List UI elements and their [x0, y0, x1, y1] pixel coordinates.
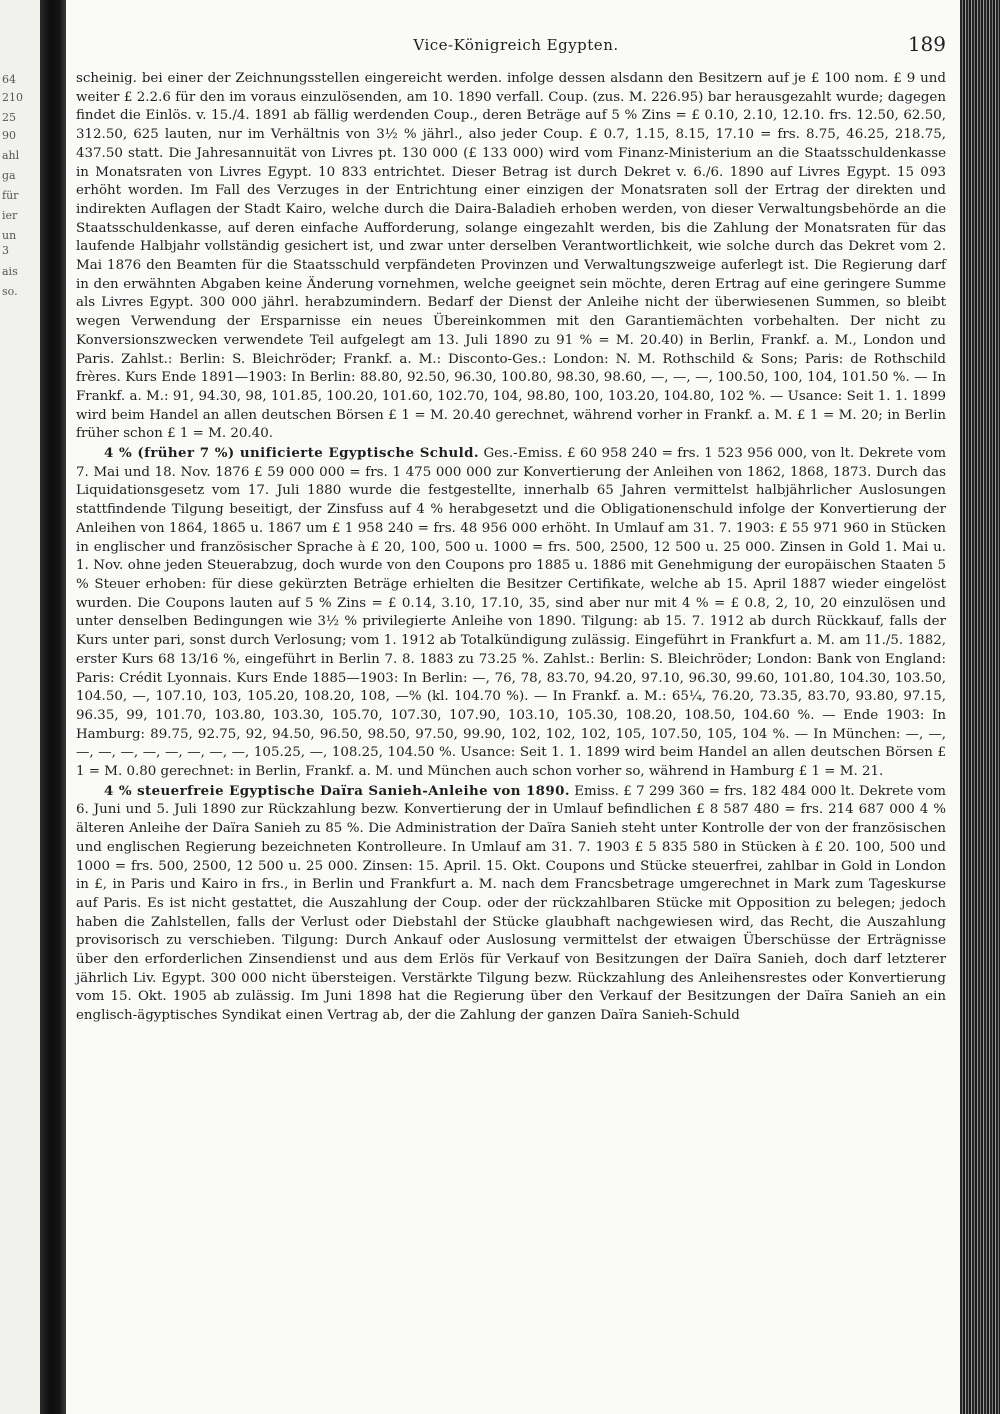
margin-fragment: ier	[2, 210, 18, 222]
margin-fragment: ahl	[2, 150, 20, 162]
margin-fragment: 64	[2, 74, 16, 86]
paragraph-intro	[76, 70, 946, 444]
body-text	[76, 70, 956, 1026]
margin-fragment: un	[2, 230, 17, 242]
book-gutter	[40, 0, 66, 1414]
section-heading: 4 % (früher 7 %) unificierte Egyptische Schuld.	[104, 445, 479, 462]
margin-fragment: 210	[2, 92, 23, 104]
paragraph-unified-debt	[76, 444, 946, 782]
paragraph-text: Emiss. £ 7 299 360 = frs. 182 484 000 lt. Dekrete vom 6. Juni und 5. Juli 1890 zur Rückzahlung bezw. Konvertierung der in Umlauf befindlichen £ 8 587 480 = frs. 214 687 000 4 % älteren Anleihe der Daïra Sanieh zu 85 %. Die Administration der Daïra Sanieh steht unter Kontrolle der von der französischen und englischen Regierung bezeichneten Kontrolleure. In Umlauf am 31. 7. 1903 £ 5 835 580 in Stücken à £ 20. 100, 500 und 1000 = frs. 500, 2500, 12 500 u. 25 000. Zinsen: 15. April. 15. Okt. Coupons und Stücke steuerfrei, zahlbar in Gold in London in £, in Paris und Kairo in frs., in Berlin und Frankfurt a. M. nach dem Francsbetrage umgerechnet in Mark zum Tageskurse auf Paris. Es ist nicht gestattet, die Auszahlung der Coup. oder der rückzahlbaren Stücke mit Opposition zu belegen; jedoch haben die Zahlstellen, falls der Verlust oder Diebstahl der Stücke glaubhaft nachgewiesen wird, das Recht, die Auszahlung provisorisch zu verschieben. Tilgung: Durch Ankauf oder Auslosung vermittelst der etwaigen Überschüsse der Erträgnisse über den erforderlichen Zinsendienst und aus dem Erlös für Verkauf von Besitzungen der Daïra Sanieh, doch darf letzterer jährlich Liv. Egypt. 300 000 nicht übersteigen. Verstärkte Tilgung bezw. Rückzahlung des Anleihensrestes oder Konvertierung vom 15. Okt. 1905 ab zulässig. Im Juni 1898 hat die Regierung über den Verkauf der Besitzungen der Daïra Sanieh an ein englisch-ägyptisches Syndikat einen Vertrag ab, der die Zahlung der ganzen Daïra Sanieh-Schuld	[76, 783, 946, 1024]
paragraph-text: Ges.-Emiss. £ 60 958 240 = frs. 1 523 956 000, von lt. Dekrete vom 7. Mai und 18. Nov. 1876 £ 59 000 000 = frs. 1 475 000 000 zur Konvertierung der Anleihen von 1862, 1868, 1873. Durch das Liquidationsgesetz vom 17. Juli 1880 wurde die festgestellte, innerhalb 65 Jahren vermittelst halbjährlicher Auslosungen stattfindende Tilgung beseitigt, der Zinsfuss auf 4 % herabgesetzt und die Obligationenschuld infolge der Konvertierung der Anleihen von 1864, 1865 u. 1867 um £ 1 958 240 = frs. 48 956 000 erhöht. In Umlauf am 31. 7. 1903: £ 55 971 960 in Stücken in englischer und französischer Sprache à £ 20, 100, 500 u. 1000 = frs. 500, 2500, 12 500 u. 25 000. Zinsen in Gold 1. Mai u. 1. Nov. ohne jeden Steuerabzug, doch wurde von den Coupons pro 1885 u. 1886 mit Genehmigung der europäischen Staaten 5 % Steuer erhoben: für diese gekürzten Beträge erhielten die Besitzer Certifikate, welche ab 15. April 1887 wieder eingelöst wurden. Die Coupons lauten auf 5 % Zins = £ 0.14, 3.10, 17.10, 35, sind aber nur mit 4 % = £ 0.8, 2, 10, 20 einzulösen und unter denselben Bedingungen wie 3½ % privilegierte Anleihe von 1890. Tilgung: ab 15. 7. 1912 ab durch Rückkauf, falls der Kurs unter pari, sonst durch Verlosung; vom 1. 1912 ab Totalkündigung zulässig. Eingeführt in Frankfurt a. M. am 11./5. 1882, erster Kurs 68 13/16 %, eingeführt in Berlin 7. 8. 1883 zu 73.25 %. Zahlst.: Berlin: S. Bleichröder; London: Bank von England: Paris: Crédit Lyonnais. Kurs Ende 1885—1903: In Berlin: —, 76, 78, 83.70, 94.20, 97.10, 96.30, 99.60, 101.80, 104.30, 103.50, 104.50, —, 107.10, 103, 105.20, 108.20, 108, —% (kl. 104.70 %). — In Frankf. a. M.: 65¼, 76.20, 73.35, 83.70, 93.80, 97.15, 96.35, 99, 101.70, 103.80, 103.30, 105.70, 107.30, 107.90, 103.10, 105.30, 108.20, 108.50, 104.60 %. — Ende 1903: In Hamburg: 89.75, 92.75, 92, 94.50, 96.50, 98.50, 97.50, 99.90, 102, 102, 102, 105, 107.50, 105, 104 %. — In München: —, —, —, —, —, —, —, —, —, —, 105.25, —, 108.25, 104.50 %. Usance: Seit 1. 1. 1899 wird beim Handel an allen deutschen Börsen £ 1 = M. 0.80 gerechnet: in Berlin, Frankf. a. M. und München auch schon vorher so, während in Hamburg £ 1 = M. 21.	[76, 446, 947, 780]
section-heading: 4 % steuerfreie Egyptische Daïra Sanieh-Anleihe von 1890.	[104, 782, 570, 799]
margin-fragment: 90	[2, 130, 16, 142]
paragraph-text: scheinig. bei einer der Zeichnungsstellen eingereicht werden. infolge dessen alsdann den Besitzern auf je £ 100 nom. £ 9 und weiter £ 2.2.6 für den im voraus einzulösenden, am 10. 1890 verfall. Coup. (zus. M. 226.95) bar herausgezahlt wurde; dagegen findet die Einlös. v. 15./4. 1891 ab fällig werdenden Coup., deren Beträge auf 5 % Zins = £ 0.10, 2.10, 12.10. frs. 12.50, 62.50, 312.50, 625 lauten, nur im Verhältnis von 3½ % jährl., also jeder Coup. £ 0.7, 1.15, 8.15, 17.10 = frs. 8.75, 46.25, 218.75, 437.50 statt. Die Jahresannuität von Livres pt. 130 000 (£ 133 000) wird vom Finanz-Ministerium an die Staatsschuldenkasse in Monatsraten von Livres Egypt. 10 833 entrichtet. Dieser Betrag ist durch Dekret v. 6./6. 1890 auf Livres Egypt. 15 093 erhöht worden. Im Fall des Verzuges in der Entrichtung einer einzigen der Monatsraten soll der Ertrag der direkten und indirekten Auflagen der Stadt Kairo, welche durch die Daira-Baladieh erhoben werden, von dieser Verwaltungsbehörde an die Staatsschuldenkasse, auf deren einfache Aufforderung, solange eingezahlt werden, bis die Zahlung der Monatsraten für das laufende Halbjahr vollständig gesichert ist, und zwar unter derselben Verantwortlichkeit, wie solche durch das Dekret vom 2. Mai 1876 den Beamten für die Staatsschuld verpfändeten Provinzen und Verwaltungszweige auferlegt ist. Die Regierung darf in den erwähnten Abgaben keine Änderung vornehmen, welche geeignet sein möchte, deren Ertrag auf eine geringere Summe als Livres Egypt. 300 000 jährl. herabzumindern. Bedarf der Dienst der Anleihe nicht der überwiesenen Summen, so bleibt wegen Verwendung der Ersparnisse ein neues Übereinkommen mit den Garantiemächten vorbehalten. Der nicht zu Konversionszwecken verwendete Teil aufgelegt am 13. Juli 1890 zu 91 % = M. 20.40) in Berlin, Frankf. a. M., London und Paris. Zahlst.: Berlin: S. Bleichröder; Frankf. a. M.: Disconto-Ges.: London: N. M. Rothschild & Sons; Paris: de Rothschild frères. Kurs Ende 1891—1903: In Berlin: 88.80, 92.50, 96.30, 100.80, 98.30, 98.60, —, —, —, 100.50, 100, 104, 101.50 %. — In Frankf. a. M.: 91, 94.30, 98, 101.85, 100.20, 101.60, 102.70, 104, 98.80, 100, 103.20, 104.80, 102 %. — Usance: Seit 1. 1. 1899 wird beim Handel an allen deutschen Börsen £ 1 = M. 20.40 gerechnet, während vorher in Frankf. a. M. £ 1 = M. 20; in Berlin früher schon £ 1 = M. 20.40.	[76, 71, 946, 442]
running-head	[76, 30, 956, 64]
adjacent-page-margin	[0, 0, 40, 1414]
book-page	[76, 30, 956, 1400]
paragraph-daira-sanieh	[76, 782, 946, 1026]
margin-fragment: so.	[2, 286, 18, 298]
page-number: 189	[907, 32, 946, 56]
margin-fragment: 25	[2, 112, 16, 124]
margin-fragment: für	[2, 190, 19, 202]
page-edge	[960, 0, 1000, 1414]
running-title: Vice-Königreich Egypten.	[413, 36, 619, 54]
margin-fragment: 3	[2, 245, 9, 257]
margin-fragment: ga	[2, 170, 16, 182]
margin-fragment: ais	[2, 266, 18, 278]
